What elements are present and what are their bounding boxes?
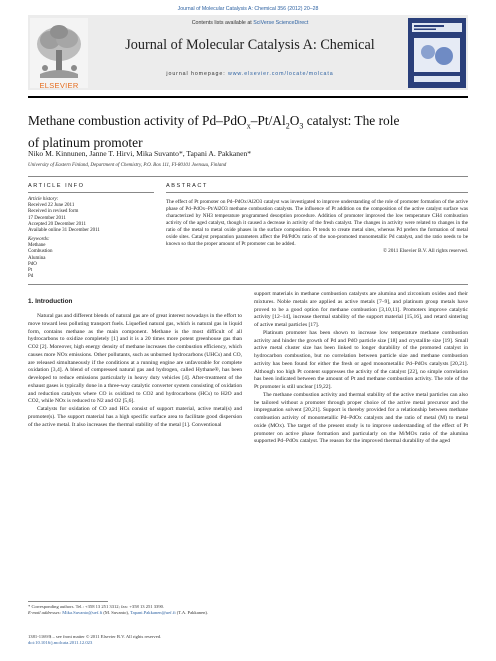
contents-prefix: Contents lists available at xyxy=(191,20,254,26)
keyword-item: Alumina xyxy=(28,255,46,261)
homepage-link[interactable]: www.elsevier.com/locate/molcata xyxy=(227,71,334,77)
journal-title: Journal of Molecular Catalysis A: Chemical xyxy=(125,37,375,53)
body-column-left xyxy=(28,313,242,429)
email-link-pakkanen[interactable]: Tapani.Pakkanen@uef.fi xyxy=(130,610,176,615)
article-history xyxy=(28,197,154,234)
history-item: Accepted 20 December 2011 xyxy=(28,221,86,227)
publication-info xyxy=(28,634,328,646)
header-divider xyxy=(28,96,468,98)
history-item: Received 22 June 2011 xyxy=(28,203,75,209)
sciencedirect-link[interactable]: SciVerse ScienceDirect xyxy=(253,20,309,26)
author-list: Niko M. Kinnunen, Janne T. Hirvi, Mika Suvanto*, Tapani A. Pakkanen* xyxy=(28,149,252,158)
keyword-item: Pd xyxy=(28,274,34,280)
keyword-item: Combustion xyxy=(28,249,53,255)
abstract-heading: ABSTRACT xyxy=(166,183,208,189)
section-heading-introduction: 1. Introduction xyxy=(28,298,73,305)
keyword-item: PdO xyxy=(28,261,37,267)
paragraph: The methane combustion activity and thermal stability of the active metal particles can also be tailored without a promoter through proper choice of the active metal precursor and the impregnation solvent [20,21]. Support is thereby provided for a relationship between methane combustion activity of monometallic Pd–PdOx catalysts and the ratio of metal (M) to metal oxide (MOx). The target of the present study is to improve understanding of the effect of Pt promoter on active phase formation and particularly on the M/MOx ratio of the alumina supported Pd–PdOx catalyst. The reason for the improved thermal durability of the aged xyxy=(254,391,468,445)
doi-link[interactable]: doi:10.1016/j.molcata.2011.12.023 xyxy=(28,640,93,645)
elsevier-wordmark: ELSEVIER xyxy=(39,81,79,90)
article-info-rule xyxy=(28,192,154,193)
abstract-text: The effect of Pt promoter on Pd–PdOx/Al2O3 catalyst was investigated to improve understanding of the role of promoter formation of the active phase of Pd–PdOx–Pt/Al2O3 methane combustion catalysts. The influence of Pt addition on the composition of the active catalyst surface was characterized by NH3 temperature programmed desorption procedure. Addition of promoter improved the low temperature CH4 combustion activity of the aged catalyst, though it caused a decrease in activity of the fresh catalyst. The changes in activity were related to changes in the ratio of the metal to metal oxide phases in the surface composition. Pt tends to create metal sites, whereas Pd prefers the formation of metal oxide sites. Catalyst preparation parameters affect the Pd/PdOx ratio of the non-promoted monometallic Pd catalyst, and the ratio needs to be known so that the proper amount of Pt promoter can be added. xyxy=(166,199,468,247)
title-part-1: Methane combustion activity of Pd–PdO xyxy=(28,113,247,128)
email-label: E-mail addresses: xyxy=(28,610,62,615)
affiliation: University of Eastern Finland, Department of Chemistry, P.O. Box 111, FI-80101 Joensuu, Finland xyxy=(28,163,227,168)
title-part-3: O xyxy=(289,113,300,128)
keywords xyxy=(28,237,154,280)
keyword-item: Pt xyxy=(28,268,33,274)
issn-line: 1381-1169/$ – see front matter © 2011 Elsevier B.V. All rights reserved. xyxy=(28,634,162,639)
paragraph: Platinum promoter has been shown to increase low temperature methane combustion activity and hinder the growth of Pd and PdO particle size [18] and crystallite size [19]. Small active metal cluster size has been linked to longer durability of the promoted catalyst in hydrocarbon combustion, but no correlation between particle size and methane combustion activity has been found for either the fresh or aged monometallic Pd–PdOx catalysts [20,21]. Although too high Pt content suppresses the activity of the catalyst [22], no simple correlation has been indicated between the amount of Pt and methane combustion activity. The role of the Pt promoter is still unclear [19,22]. xyxy=(254,329,468,390)
title-line-2: of platinum promoter xyxy=(28,134,143,150)
abstract-divider xyxy=(28,284,468,285)
title-part-2: –Pt/Al xyxy=(250,113,286,128)
paragraph: Natural gas and different blends of natural gas are of great interest nowadays in the effort to move toward less polluting transport fuels. Liquefied natural gas, which is natural gas in liquid form, contains methane as the main component. Methane is the most difficult of all hydrocarbons to oxidize completely [1] and it is a 20 times more potent greenhouse gas than CO2 [2]. Moreover, high energy density of methane increases the combustion efficiency, which causes more NOx emissions. Other pollutants, such as unburned hydrocarbons (UHCs) and CO, are released simultaneously if the conditions at a running engine are unfavorable for complete oxidation [3,4]. A blend of compressed natural gas and hydrogen, called Hythane®, has been developed to reduce emissions particularly in heavy duty vehicles [4]. After-treatment of the exhaust gases is typically done in a three-way catalytic converter system consisting of oxidation and reduction catalysts where CO is oxidized to CO2 and hydrocarbons (HCs) to H2O and CO2, while NOx is reduced to N2 and O2 [5,6]. xyxy=(28,313,242,405)
history-item: Received in revised form xyxy=(28,209,79,215)
paragraph: Catalysts for oxidation of CO and HCs consist of support material, active metal(s) and promoter(s). The support material has a high specific surface area to facilitate good dispersion of the active metal. It also increases the thermal stability of the metal [1]. Conventional xyxy=(28,406,242,428)
contents-availability xyxy=(100,20,400,26)
copyright-notice: © 2011 Elsevier B.V. All rights reserved. xyxy=(382,247,468,254)
homepage-prefix: journal homepage: xyxy=(166,71,228,77)
journal-homepage xyxy=(100,71,400,77)
footnotes xyxy=(28,604,242,616)
article-info-heading: ARTICLE INFO xyxy=(28,183,85,189)
article-title xyxy=(28,113,468,151)
history-item: Available online 31 December 2011 xyxy=(28,228,100,234)
journal-reference: Journal of Molecular Catalysis A: Chemical 356 (2012) 20–28 xyxy=(177,6,319,12)
email-link-suvanto[interactable]: Mika.Suvanto@uef.fi xyxy=(62,610,103,615)
title-part-4: catalyst: The role xyxy=(303,113,400,128)
paragraph: support materials in methane combustion catalysts are alumina and zirconium oxides and their mixtures. Noble metals are applied as active metals [7–9], and platinum group metals have proved to be a good option for methane combustion [3,10,11]. Promoters improve catalytic activity [12–14], increase thermal stability of the support material [15,16], and retard sintering of active metal particles [17]. xyxy=(254,291,468,328)
abstract-rule xyxy=(166,192,468,193)
title-sub-x: x xyxy=(246,121,251,131)
keywords-label: Keywords: xyxy=(28,237,50,242)
journal-cover-icon xyxy=(408,18,466,88)
history-label: Article history: xyxy=(28,197,59,202)
email-name-suvanto: (M. Suvanto), xyxy=(102,610,131,615)
footnote-rule xyxy=(28,601,108,602)
abstract-body xyxy=(166,199,468,255)
corresponding-author-note: * Corresponding authors. Tel.: +358 13 251 3312; fax: +358 13 251 3390. xyxy=(28,604,165,609)
email-name-pakkanen: (T.A. Pakkanen). xyxy=(176,610,209,615)
title-sub-2: 2 xyxy=(285,121,290,131)
body-column-right xyxy=(254,291,468,446)
elsevier-tree-logo-icon xyxy=(30,18,88,88)
history-item: 17 December 2011 xyxy=(28,215,66,221)
title-divider xyxy=(28,176,468,177)
title-sub-3: 3 xyxy=(299,121,304,131)
email-note xyxy=(28,610,242,616)
keyword-item: Methane xyxy=(28,243,46,249)
